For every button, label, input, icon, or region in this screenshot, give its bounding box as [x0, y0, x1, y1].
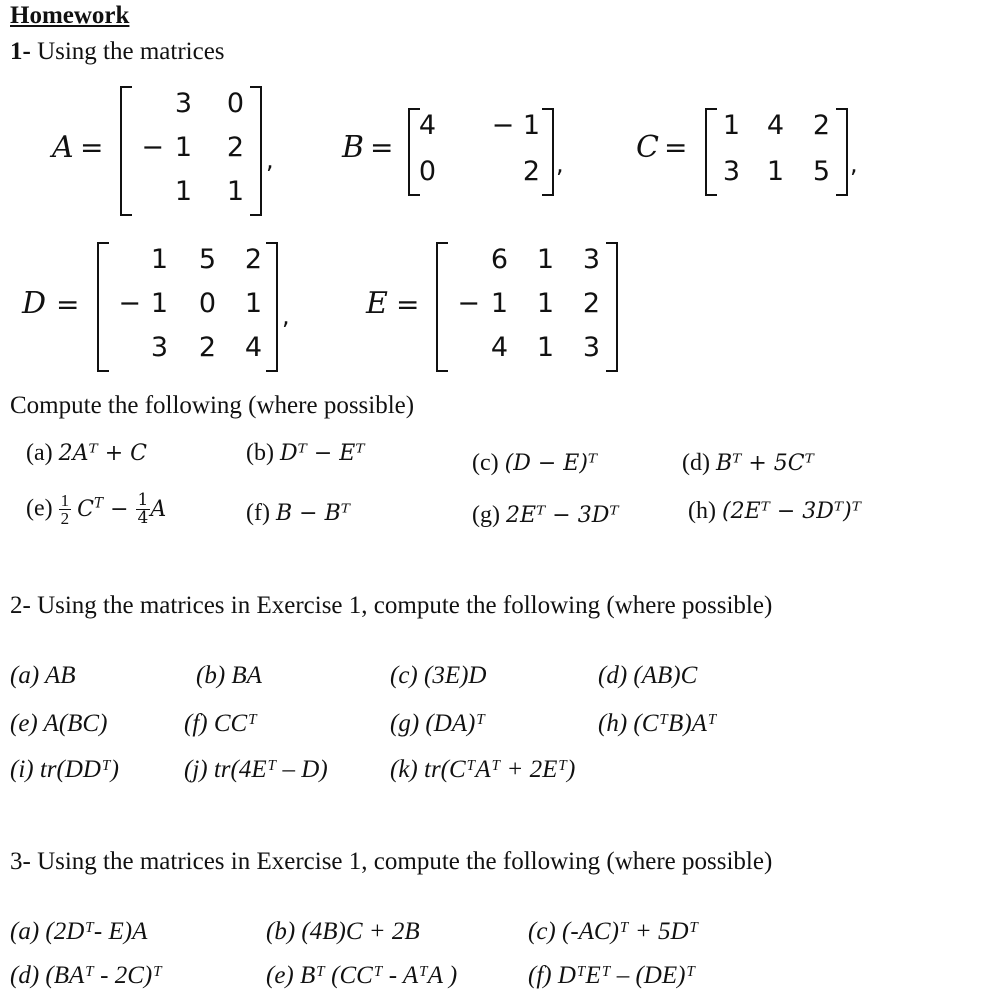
matrix-cell: 0	[226, 88, 244, 119]
q1-part-g	[472, 502, 619, 529]
matrix-cell: 3	[174, 88, 192, 119]
matrix-cell: 1	[722, 110, 740, 141]
matrix-cell: 6	[490, 244, 508, 275]
q2-part-j: (j) tr(4Eᵀ – D)	[184, 756, 328, 783]
part-expression: (D − E)ᵀ	[504, 451, 598, 476]
part-expression: (2Eᵀ − 3Dᵀ)ᵀ	[721, 499, 861, 524]
q2-part-a: (a) AB	[10, 662, 76, 689]
matrix-cell: 1	[536, 288, 554, 319]
right-bracket	[606, 242, 618, 372]
matrix-cell: 1	[766, 156, 784, 187]
matrix-cell: 0	[198, 288, 216, 319]
matrix-cell: 3	[722, 156, 740, 187]
matrix-cell: −	[457, 288, 480, 319]
q1-part-e	[26, 492, 166, 527]
q2-part-i: (i) tr(DDᵀ)	[10, 756, 119, 783]
matrix-cell: 3	[582, 332, 600, 363]
matrix-cell: 0	[418, 156, 436, 187]
q2-part-d: (d) (AB)C	[598, 662, 698, 689]
part-label: (d)	[682, 450, 710, 476]
matrix-cell: 3	[582, 244, 600, 275]
page-title: Homework	[10, 2, 130, 29]
equals-sign: =	[56, 288, 80, 321]
matrix-cell: 5	[198, 244, 216, 275]
part-expression: 2Aᵀ + C	[58, 441, 148, 466]
q3-part-d: (d) (BAᵀ - 2C)ᵀ	[10, 962, 162, 989]
fraction-one-half	[59, 492, 72, 527]
comma: ,	[282, 302, 290, 330]
question-1-intro	[10, 38, 225, 66]
fraction-numerator: 1	[137, 490, 149, 510]
q3-part-c: (c) (-AC)ᵀ + 5Dᵀ	[528, 918, 699, 945]
matrix-c-name: C	[636, 130, 659, 165]
matrix-cell: 1	[150, 288, 168, 319]
comma: ,	[266, 146, 274, 174]
matrix-cell: 3	[150, 332, 168, 363]
matrix-cell: 1	[226, 176, 244, 207]
part-expression: B − Bᵀ	[275, 501, 350, 526]
q2-part-c: (c) (3E)D	[390, 662, 487, 689]
part-label: (f)	[246, 500, 270, 526]
matrix-cell: 2	[582, 288, 600, 319]
matrix-cell: 1	[244, 288, 262, 319]
comma: ,	[556, 150, 564, 178]
q3-part-a: (a) (2Dᵀ- E)A	[10, 918, 148, 945]
q2-part-h: (h) (CᵀB)Aᵀ	[598, 710, 717, 737]
matrix-e-name: E	[366, 286, 388, 321]
q1-part-c	[472, 450, 597, 477]
matrix-cell: 1	[174, 176, 192, 207]
q1-part-b	[246, 440, 365, 467]
matrix-cell: − 1	[491, 110, 540, 141]
matrix-b-name: B	[342, 130, 365, 165]
matrix-cell: −	[141, 132, 164, 163]
question-1-text: Using the matrices	[37, 38, 225, 65]
matrix-cell: 2	[198, 332, 216, 363]
question-2-heading: 2- Using the matrices in Exercise 1, compute the following (where possible)	[10, 592, 773, 619]
matrix-cell: 4	[418, 110, 436, 141]
q2-part-e: (e) A(BC)	[10, 710, 108, 737]
matrix-cell: 2	[522, 156, 540, 187]
q1-part-a	[26, 440, 147, 467]
question-3-heading: 3- Using the matrices in Exercise 1, compute the following (where possible)	[10, 848, 773, 875]
fraction-denominator: 4	[137, 508, 149, 528]
comma: ,	[850, 150, 858, 178]
matrix-cell: 4	[244, 332, 262, 363]
fraction-numerator: 1	[60, 491, 70, 511]
part-label: (b)	[246, 440, 274, 466]
matrix-cell: 1	[490, 288, 508, 319]
matrix-cell: 4	[766, 110, 784, 141]
matrix-cell: 1	[536, 332, 554, 363]
compute-instruction: Compute the following (where possible)	[10, 392, 415, 419]
q3-part-f: (f) DᵀEᵀ – (DE)ᵀ	[528, 962, 696, 989]
q2-part-f: (f) CCᵀ	[184, 710, 257, 737]
matrix-cell: 5	[812, 156, 830, 187]
right-bracket	[266, 242, 278, 372]
part-label: (a)	[26, 440, 53, 466]
equals-sign: =	[396, 288, 420, 321]
matrix-cell: 1	[536, 244, 554, 275]
q3-part-e: (e) Bᵀ (CCᵀ - AᵀA )	[266, 962, 458, 989]
matrix-cell: 2	[244, 244, 262, 275]
q2-part-b: (b) BA	[196, 662, 262, 689]
q2-part-g: (g) (DA)ᵀ	[390, 710, 486, 737]
fraction-one-quarter	[136, 492, 151, 527]
q3-part-b: (b) (4B)C + 2B	[266, 918, 420, 945]
matrix-a-name: A	[52, 130, 74, 165]
right-bracket	[836, 108, 848, 196]
matrix-d-name: D	[22, 286, 47, 321]
matrix-cell: 2	[226, 132, 244, 163]
right-bracket	[542, 108, 554, 196]
part-expression: Dᵀ − Eᵀ	[279, 441, 365, 466]
matrix-cell: 2	[812, 110, 830, 141]
fraction-denominator: 2	[60, 509, 70, 529]
q2-part-k: (k) tr(CᵀAᵀ + 2Eᵀ)	[390, 756, 576, 783]
q1-part-d	[682, 450, 814, 477]
q1-part-h	[688, 498, 861, 525]
equals-sign: =	[370, 131, 394, 164]
matrix-cell: 4	[490, 332, 508, 363]
right-bracket	[250, 86, 262, 216]
matrix-cell: 1	[174, 132, 192, 163]
part-label: (h)	[688, 498, 716, 524]
part-label: (e)	[26, 495, 53, 522]
part-label: (c)	[472, 450, 499, 476]
part-expression: Bᵀ + 5Cᵀ	[715, 451, 814, 476]
part-expression: 2Eᵀ − 3Dᵀ	[505, 503, 619, 528]
part-label: (g)	[472, 502, 500, 528]
q1-part-f	[246, 500, 350, 527]
matrix-cell: 1	[150, 244, 168, 275]
matrix-cell: −	[118, 288, 141, 319]
equals-sign: =	[664, 131, 688, 164]
equals-sign: =	[80, 131, 104, 164]
part-expression: $C^T$ − $\frac{1}{4}$ A	[77, 490, 167, 528]
question-1-number: 1-	[10, 38, 31, 65]
